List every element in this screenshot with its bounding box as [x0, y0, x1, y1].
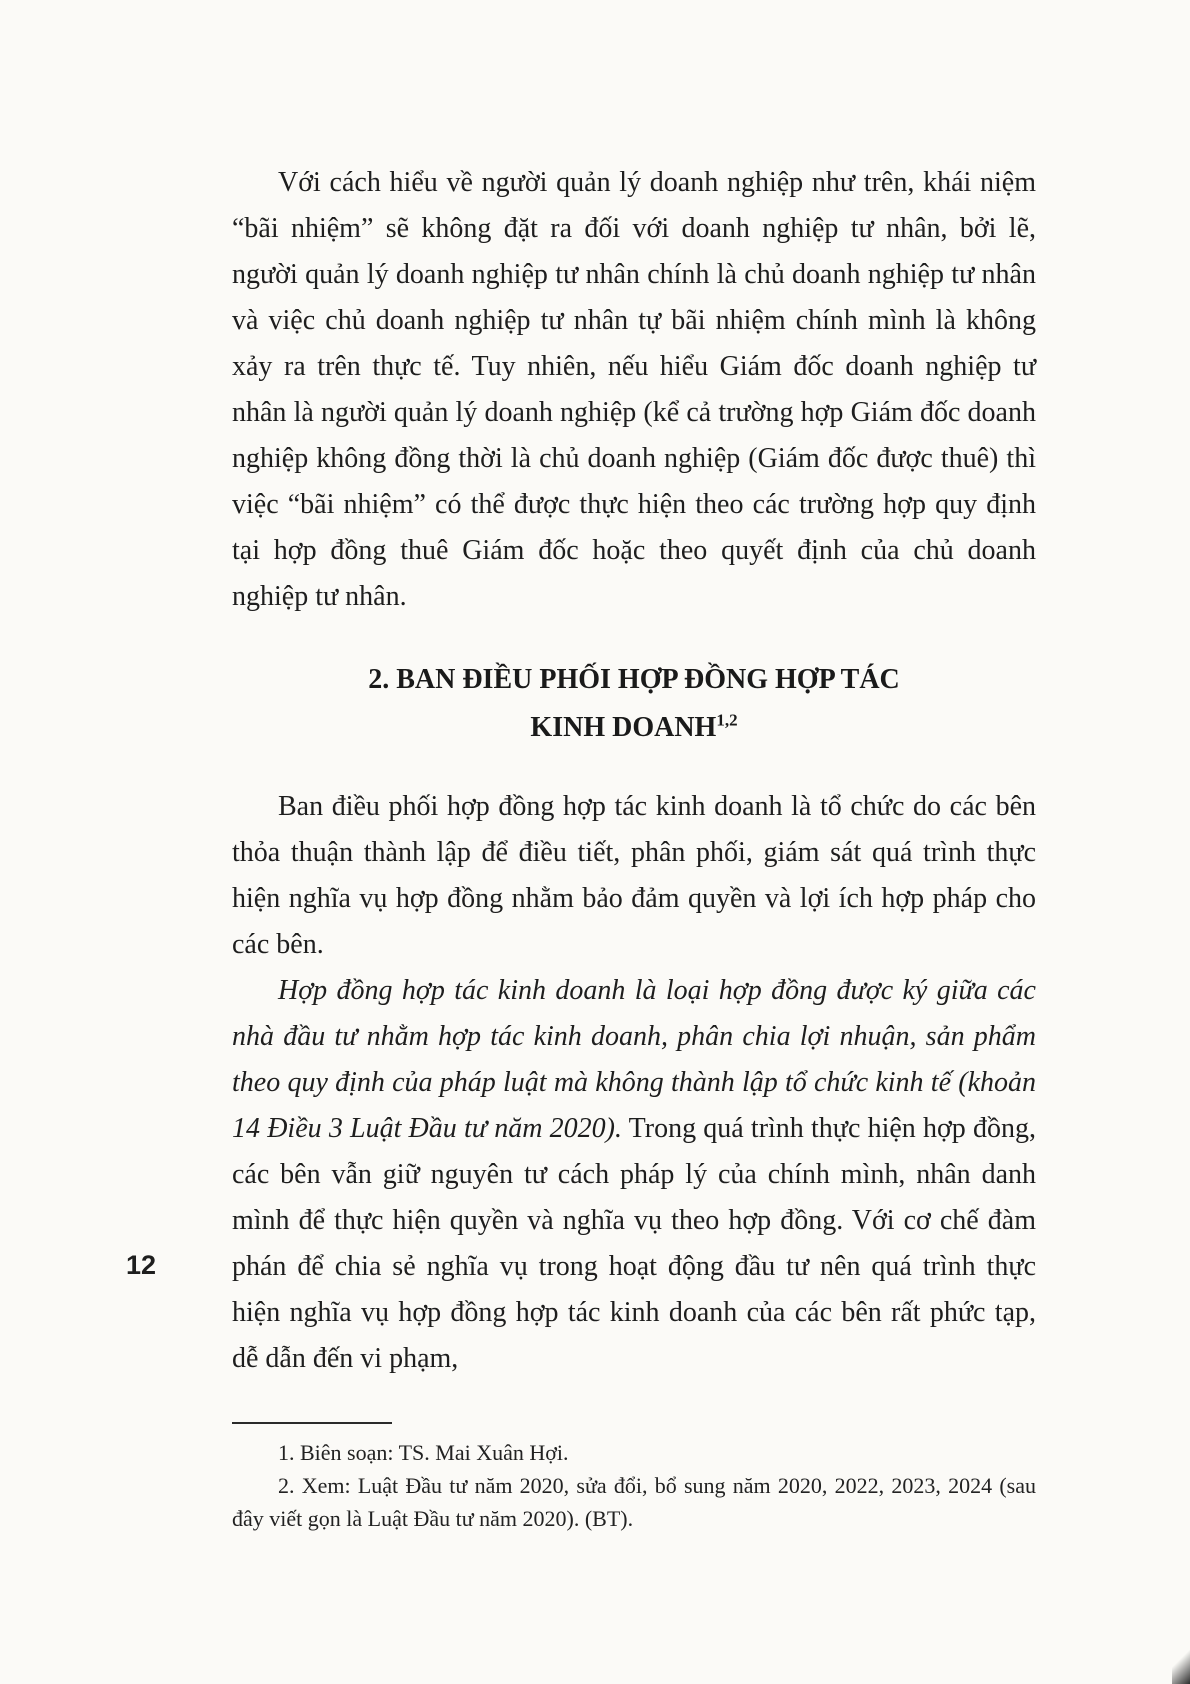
- page-edge-shadow: [1172, 1644, 1190, 1684]
- footnote-divider: [232, 1422, 392, 1424]
- section-body: [232, 784, 1036, 1382]
- contract-paragraph-text: Trong quá trình thực hiện hợp đồng, các bên vẫn giữ nguyên tư cách pháp lý của chính mình, nhân danh mình để thực hiện quyền và nghĩa vụ theo hợp đồng. Với cơ chế đàm phán để chia sẻ nghĩa vụ trong hoạt động đầu tư nên quá trình thực hiện nghĩa vụ hợp đồng hợp tác kinh doanh của các bên rất phức tạp, dễ dẫn đến vi phạm,: [232, 1113, 1036, 1374]
- page-number: 12: [126, 1250, 157, 1280]
- footnotes: [232, 1436, 1036, 1535]
- footnote-reference: 1,2: [716, 710, 738, 730]
- contract-paragraph: [232, 968, 1036, 1382]
- section-heading-line2: [232, 704, 1036, 752]
- intro-section: [232, 160, 1036, 620]
- section-heading-line1: 2. BAN ĐIỀU PHỐI HỢP ĐỒNG HỢP TÁC: [368, 664, 900, 695]
- intro-paragraph: Với cách hiểu về người quản lý doanh nghiệp như trên, khái niệm “bãi nhiệm” sẽ không đặt ra đối với doanh nghiệp tư nhân, bởi lẽ, người quản lý doanh nghiệp tư nhân chính là chủ doanh nghiệp tư nhân và việc chủ doanh nghiệp tư nhân tự bãi nhiệm chính mình là không xảy ra trên thực tế. Tuy nhiên, nếu hiểu Giám đốc doanh nghiệp tư nhân là người quản lý doanh nghiệp (kể cả trường hợp Giám đốc doanh nghiệp không đồng thời là chủ doanh nghiệp (Giám đốc được thuê) thì việc “bãi nhiệm” có thể được thực hiện theo các trường hợp quy định tại hợp đồng thuê Giám đốc hoặc theo quyết định của chủ doanh nghiệp tư nhân.: [232, 167, 1036, 612]
- footnote-1: 1. Biên soạn: TS. Mai Xuân Hợi.: [278, 1440, 569, 1465]
- definition-paragraph: Ban điều phối hợp đồng hợp tác kinh doanh là tổ chức do các bên thỏa thuận thành lập để điều tiết, phân phối, giám sát quá trình thực hiện nghĩa vụ hợp đồng nhằm bảo đảm quyền và lợi ích hợp pháp cho các bên.: [232, 791, 1036, 960]
- footnote-2: 2. Xem: Luật Đầu tư năm 2020, sửa đổi, bổ sung năm 2020, 2022, 2023, 2024 (sau đây viết gọn là Luật Đầu tư năm 2020). (BT).: [232, 1473, 1036, 1531]
- section-heading-title: KINH DOANH: [530, 712, 717, 743]
- legal-definition-quote: Hợp đồng hợp tác kinh doanh là loại hợp đồng được ký giữa các nhà đầu tư nhằm hợp tác kinh doanh, phân chia lợi nhuận, sản phẩm theo quy định của pháp luật mà không thành lập tổ chức kinh tế (khoản 14 Điều 3 Luật Đầu tư năm 2020).: [232, 975, 1036, 1144]
- section-heading: [232, 656, 1036, 752]
